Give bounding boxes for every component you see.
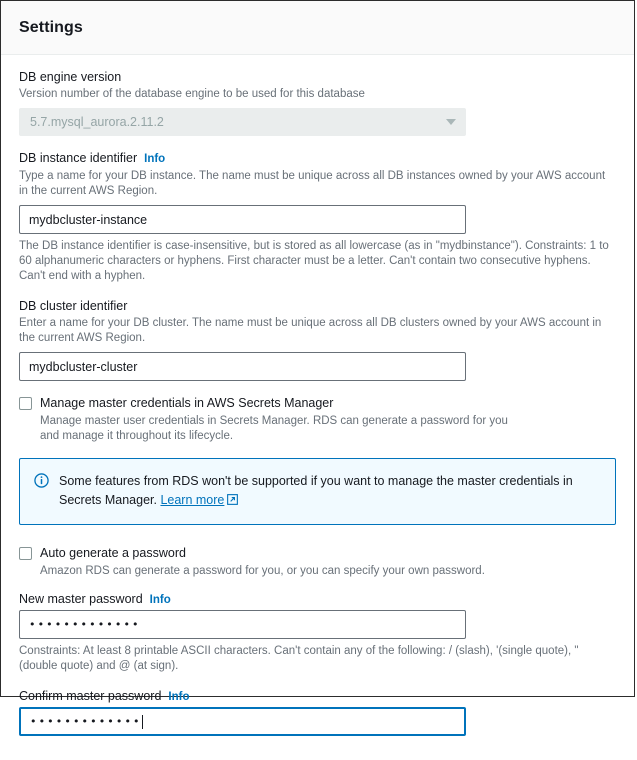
text-cursor bbox=[142, 715, 143, 729]
checkbox-manage-master-credentials[interactable] bbox=[19, 397, 32, 410]
db-cluster-identifier-label bbox=[19, 298, 616, 315]
page-title: Settings bbox=[19, 18, 83, 36]
label-text: New master password bbox=[19, 592, 143, 606]
info-link-instance-identifier[interactable]: Info bbox=[144, 153, 166, 165]
panel-header bbox=[1, 1, 634, 55]
label-text: DB instance identifier bbox=[19, 151, 138, 165]
checkbox-row-manage-master-credentials[interactable] bbox=[19, 395, 616, 444]
field-new-master-password bbox=[19, 591, 616, 674]
panel-body bbox=[1, 55, 634, 760]
checkbox-label-auto-generate-password[interactable]: Auto generate a password bbox=[40, 546, 186, 560]
field-confirm-master-password bbox=[19, 688, 616, 736]
alert-message: Some features from RDS won't be supported if you want to manage the master credentials in Secrets Manager. bbox=[59, 474, 573, 507]
db-instance-identifier-description: Type a name for your DB instance. The name must be unique across all DB instances owned by your AWS account in the current AWS Region. bbox=[19, 170, 606, 197]
label-text: DB cluster identifier bbox=[19, 299, 128, 313]
db-cluster-identifier-input[interactable] bbox=[19, 352, 466, 381]
field-db-engine-version bbox=[19, 69, 616, 136]
input-value: mydbcluster-cluster bbox=[29, 359, 138, 374]
new-master-password-input[interactable] bbox=[19, 610, 466, 639]
label-text: Confirm master password bbox=[19, 689, 162, 703]
db-engine-version-select[interactable] bbox=[19, 108, 466, 136]
external-link-icon[interactable] bbox=[227, 494, 238, 505]
db-engine-version-description: Version number of the database engine to be used for this database bbox=[19, 88, 365, 100]
checkbox-description-auto-generate-password: Amazon RDS can generate a password for you, or you can specify your own password. bbox=[40, 565, 485, 577]
chevron-down-icon bbox=[446, 119, 456, 125]
info-link-new-master-password[interactable]: Info bbox=[149, 594, 171, 606]
db-instance-identifier-hint: The DB instance identifier is case-insensitive, but is stored as all lowercase (as in "mydbinstance"). Constraints: 1 to 60 alphanumeric characters or hyphens. First character must be a letter. Can't contain two consecutive hyphens. Can't end with a hyphen. bbox=[19, 240, 609, 282]
label-text: DB engine version bbox=[19, 70, 122, 84]
checkbox-texts bbox=[40, 545, 616, 579]
field-db-cluster-identifier bbox=[19, 298, 616, 381]
checkbox-texts bbox=[40, 395, 616, 444]
info-circle-icon bbox=[34, 473, 49, 488]
new-master-password-hint: Constraints: At least 8 printable ASCII characters. Can't contain any of the following: / (slash), '(single quote), "(double quote) and @ (at sign). bbox=[19, 645, 579, 672]
info-alert bbox=[19, 458, 616, 525]
checkbox-label-manage-master-credentials[interactable]: Manage master credentials in AWS Secrets Manager bbox=[40, 396, 334, 410]
checkbox-row-auto-generate-password[interactable] bbox=[19, 545, 616, 579]
password-masked-value: ••••••••••••• bbox=[29, 618, 141, 631]
checkbox-description-manage-master-credentials: Manage master user credentials in Secrets Manager. RDS can generate a password for you and manage it throughout its lifecycle. bbox=[40, 415, 508, 442]
field-db-instance-identifier bbox=[19, 150, 616, 284]
input-value: mydbcluster-instance bbox=[29, 212, 148, 227]
confirm-master-password-label bbox=[19, 688, 616, 706]
db-instance-identifier-input[interactable] bbox=[19, 205, 466, 234]
db-engine-version-value: 5.7.mysql_aurora.2.11.2 bbox=[30, 115, 164, 129]
new-master-password-label bbox=[19, 591, 616, 609]
learn-more-link[interactable]: Learn more bbox=[160, 493, 225, 507]
info-link-confirm-master-password[interactable]: Info bbox=[168, 691, 190, 703]
db-engine-version-label bbox=[19, 69, 616, 86]
confirm-master-password-input[interactable] bbox=[19, 707, 466, 736]
db-cluster-identifier-description: Enter a name for your DB cluster. The name must be unique across all DB clusters owned by your AWS account in the current AWS Region. bbox=[19, 317, 602, 344]
info-alert-text bbox=[59, 472, 601, 510]
password-masked-value: ••••••••••••• bbox=[30, 715, 142, 728]
db-instance-identifier-label bbox=[19, 150, 616, 168]
checkbox-auto-generate-password[interactable] bbox=[19, 547, 32, 560]
